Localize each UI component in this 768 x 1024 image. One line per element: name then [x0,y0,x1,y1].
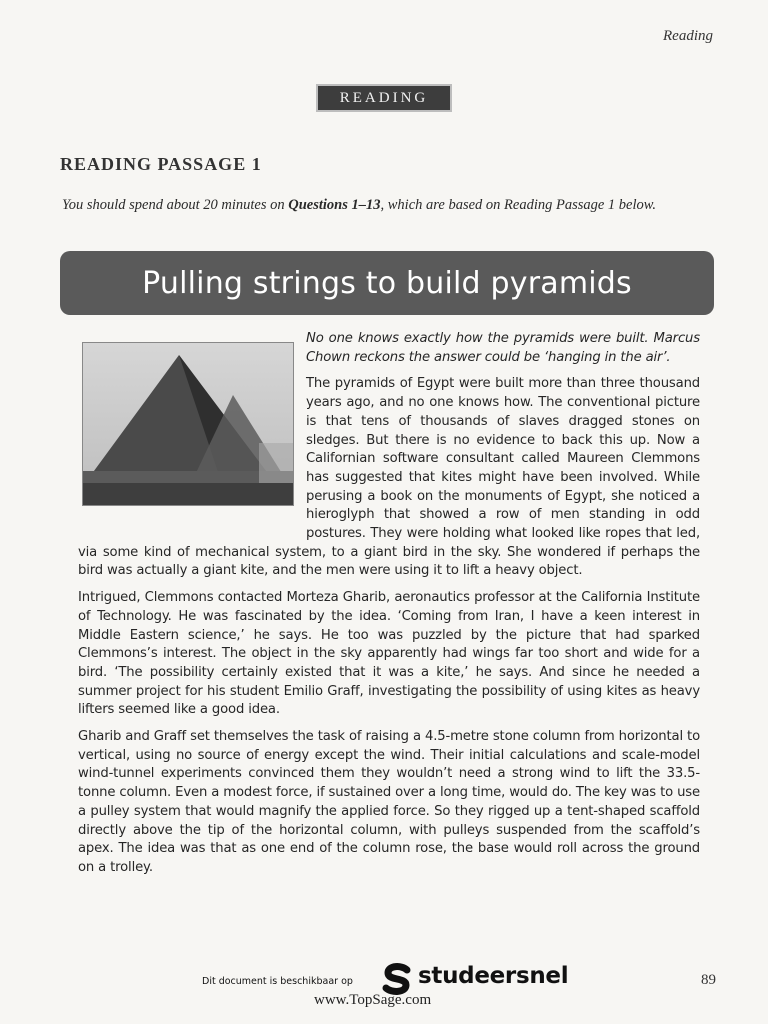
availability-note: Dit document is beschikbaar op [202,976,353,987]
watermark-url: www.TopSage.com [314,992,432,1008]
paragraph-2: Intrigued, Clemmons contacted Morteza Gharib, aeronautics professor at the California Institute of Technology. He was fascinated by the idea. ‘Coming from Iran, I have a keen interest in Middle Eastern science,’ he says. He too was puzzled by the picture that had sparked Clemmons’s interest. The object in the sky apparently had wings far too short and wide for a bird. ‘The possibility certainly existed that it was a kite,’ he says. And since he needed a summer project for his student Emilio Graff, investigating the possibility of using kites as heavy lifters seemed like a good idea. [78,590,700,718]
studeersnel-logo-icon[interactable] [380,962,414,996]
instructions-text: You should spend about 20 minutes on [62,197,289,213]
instructions [62,196,702,214]
paragraph-3: Gharib and Graff set themselves the task of raising a 4.5-metre stone column from horizontal to vertical, using no source of energy except the wind. Their initial calculations and scale-model wind-tunnel experiments convinced them they wouldn’t need a strong wind to lift the 33.5-tonne column. Even a modest force, if sustained over a long time, would do. The key was to use a pulley system that would magnify the applied force. So they rigged up a tent-shaped scaffold directly above the tip of the horizontal column, with pulleys suspended from the scaffold’s apex. The idea was that as one end of the column rose, the base would roll across the ground on a trolley. [78,729,700,875]
passage-heading: READING PASSAGE 1 [60,154,262,174]
article-body [78,330,700,886]
paragraph-1: The pyramids of Egypt were built more than three thousand years ago, and no one knows how. The conventional picture is that tens of thousands of slaves dragged stones on sledges. But there is no evidence to back this up. Now a Californian software consultant called Maureen Clemmons has suggested that kites might have been involved. While perusing a book on the monuments of Egypt, she noticed a hieroglyph that showed a row of men standing in odd postures. They were holding what looked like ropes that led, via some kind of mechanical system, to a giant bird in the sky. She wondered if perhaps the bird was actually a giant kite, and the men were using it to lift a heavy object. [78,376,700,579]
standfirst: No one knows exactly how the pyramids were built. Marcus Chown reckons the answer could be ‘hanging in the air’. [306,331,700,365]
running-head: Reading [663,28,713,44]
article-title: Pulling strings to build pyramids [60,251,714,315]
page-number: 89 [701,972,716,988]
instructions-questions: Questions 1–13 [288,197,381,213]
brand-name[interactable]: studeersnel [418,963,569,989]
instructions-text-end: , which are based on Reading Passage 1 below. [380,197,656,213]
photo-spacer [78,330,306,526]
section-label: READING [316,84,452,112]
